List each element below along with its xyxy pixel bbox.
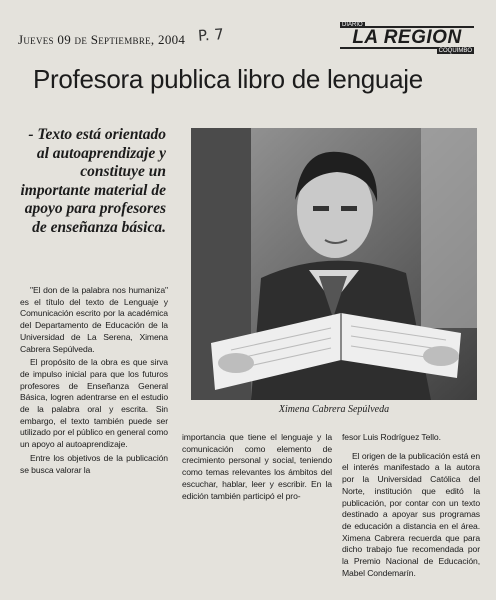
author-portrait-image bbox=[191, 128, 477, 400]
paragraph: importancia que tiene el lenguaje y la comunicación como elemento de crecimiento personal y social, teniendo como temas relevantes los ámbitos del escuchar, hablar, leer y escribir. En la edición también participó el pro- bbox=[182, 432, 332, 501]
article-headline: Profesora publica libro de lenguaje bbox=[33, 64, 423, 94]
paragraph: fesor Luis Rodríguez Tello. bbox=[342, 432, 441, 442]
paragraph: El origen de la publicación está en el interés manifestado a la autora por la Universidad Católica del Norte, institución que editó la publicación, por contar con un texto destinado a apoyar sus programas de educación a distancia en el área. Ximena Cabrera recuerda que para dicho trabajo fue recomendada por la Premio Nacional de Educación, Mabel Condemarín. bbox=[342, 450, 480, 578]
handwritten-page-note: P. 7 bbox=[197, 25, 225, 45]
paragraph: "El don de la palabra nos humaniza" es el título del texto de Lenguaje y Comunicación escrito por la académica del Departamento de Educación de la Universidad de La Serena, Ximena Cabrera Sepúlveda. bbox=[20, 285, 168, 354]
photo-caption: Ximena Cabrera Sepúlveda bbox=[278, 404, 390, 415]
paragraph: El propósito de la obra es que sirva de impulso inicial para que los futuros profesores de Enseñanza General Básica, logren adentrarse en el estudio de la palabra oral y escrita. Sin embargo, el texto también puede ser utilizado por el público en general como un apoyo al autoaprendizaje. bbox=[20, 357, 168, 450]
paragraph: Entre los objetivos de la publicación se busca valorar la bbox=[20, 452, 168, 475]
logo-bottom-tag: COQUIMBO bbox=[438, 48, 472, 54]
logo-top-tag: DIARIO bbox=[342, 22, 363, 28]
logo-name: LA REGION bbox=[340, 26, 474, 49]
article-subhead: - Texto está orientado al autoaprendizaje y constituye un importante material de apoyo para profesores de enseñanza básica. bbox=[20, 126, 166, 236]
newspaper-logo bbox=[340, 22, 474, 54]
article-column-1 bbox=[20, 285, 168, 478]
publication-date: Jueves 09 de Septiembre, 2004 bbox=[18, 32, 186, 47]
article-column-3 bbox=[342, 432, 480, 581]
author-photo bbox=[191, 128, 477, 400]
article-column-2 bbox=[182, 432, 332, 504]
